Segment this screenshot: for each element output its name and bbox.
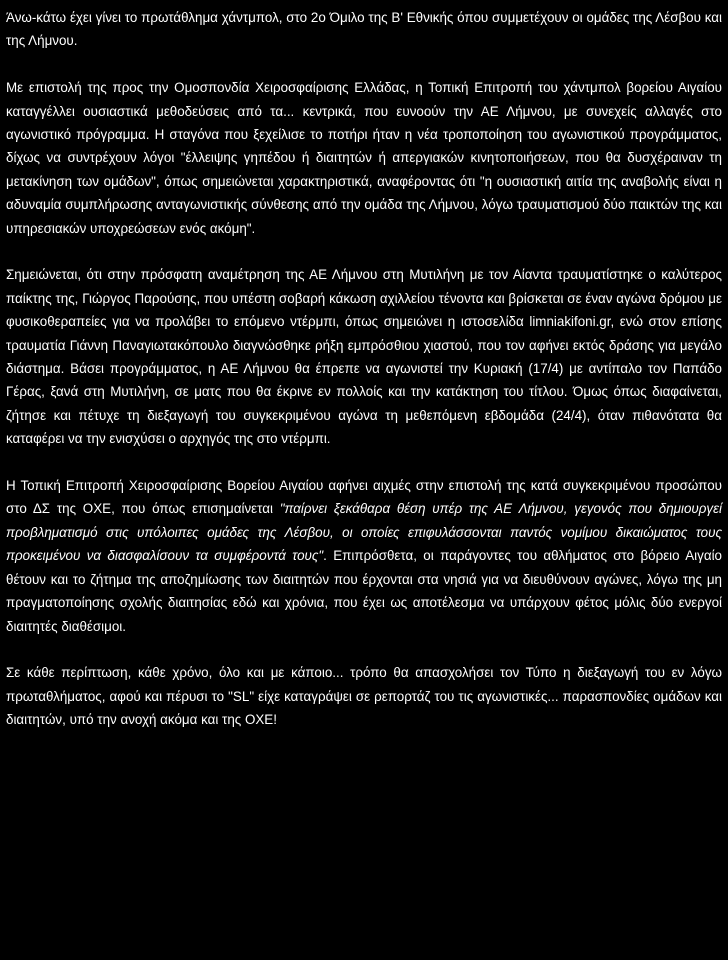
paragraph-text-before-quote: Η Τοπική Επιτροπή Χειροσφαίρισης Βορείου Αιγαίου αφήνει αιχμές στην επιστολή της κατά συγκεκριμένου προσώπου στο ΔΣ της ΟΧΕ, που όπως επισημαίνεται [6, 478, 722, 517]
article-paragraph-injuries: Σημειώνεται, ότι στην πρόσφατη αναμέτρηση της ΑΕ Λήμνου στη Μυτιλήνη με τον Αίαντα τραυματίστηκε ο καλύτερος παίκτης της, Γιώργος Παρούσης, που υπέστη σοβαρή κάκωση αχιλλείου τένοντα και βρίσκεται σε έναν αγώνα δρόμου με φυσικοθεραπείες για να προλάβει το επόμενο ντέρμπι, όπως σημειώνει η ιστοσελίδα limniakifoni.gr, ενώ στον επίσης τραυματία Γιάννη Παναγιωτακόπουλο διαγνώσθηκε ρήξη εμπρόσθιου χιαστού, που τον αφήνει εκτός δράσης για μεγάλο διάστημα. Βάσει προγράμματος, η ΑΕ Λήμνου θα έπρεπε να αγωνιστεί την Κυριακή (17/4) με αντίπαλο τον Παπάδο Γέρας, ξανά στη Μυτιλήνη, σε ματς που θα έκρινε εν πολλοίς και την κατάκτηση του τίτλου. Όμως όπως διαφαίνεται, ζήτησε και πέτυχε τη διεξαγωγή του συγκεκριμένου αγώνα τη μεθεπόμενη εβδομάδα (24/4), όταν πιθανότατα θα καταφέρει να την ενισχύσει ο αρχηγός της στο ντέρμπι. [6, 267, 722, 447]
quoted-statement: "παίρνει ξεκάθαρα θέση υπέρ της ΑΕ Λήμνου, γεγονός που δημιουργεί προβληματισμό στις υπόλοιπες ομάδες της Λέσβου, οι οποίες επιφυλάσσονται παντός νομίμου δικαιώματος τους προκειμένου να διασφαλίσουν τα συμφέροντά τους" [6, 501, 722, 564]
article-body [6, 6, 722, 732]
article-paragraph-intro: Άνω-κάτω έχει γίνει το πρωτάθλημα χάντμπολ, στο 2ο Όμιλο της Β' Εθνικής όπου συμμετέχουν οι ομάδες της Λέσβου και της Λήμνου. [6, 10, 722, 49]
article-paragraph-conclusion: Σε κάθε περίπτωση, κάθε χρόνο, όλο και με κάποιο... τρόπο θα απασχολήσει τον Τύπο η διεξαγωγή του εν λόγω πρωταθλήματος, αφού και πέρυσι το "SL" είχε καταγράψει σε ρεπορτάζ του τις αγωνιστικές... παρασπονδίες ομάδων και διαιτητών, υπό την ανοχή ακόμα και της ΟΧΕ! [6, 665, 722, 728]
article-paragraph-committee [6, 474, 722, 638]
article-paragraph-complaint: Με επιστολή της προς την Ομοσπονδία Χειροσφαίρισης Ελλάδας, η Τοπική Επιτροπή του χάντμπολ βορείου Αιγαίου καταγγέλλει ουσιαστικά μεθοδεύσεις από τα... κεντρικά, που ευνοούν την ΑΕ Λήμνου, με συνεχείς αλλαγές στο αγωνιστικό πρόγραμμα. Η σταγόνα που ξεχείλισε το ποτήρι ήταν η νέα τροποποίηση του αγωνιστικού προγράμματος, δίχως να συντρέχουν λόγοι "έλλειψης γηπέδου ή διαιτητών ή απεργιακών κινητοποιήσεων, που θα δυσχέραιναν τη μετακίνηση των ομάδων", όπως σημειώνεται χαρακτηριστικά, αναφέροντας ότι "η ουσιαστική αιτία της αναβολής είναι η αδυναμία συμπλήρωσης ανταγωνιστικής σύνθεσης από την ομάδα της Λήμνου, λόγω τραυματισμού δύο παικτών της και υπηρεσιακών υποχρεώσεων ενός ακόμη". [6, 80, 722, 236]
paragraph-text-after-quote: . Επιπρόσθετα, οι παράγοντες του αθλήματος στο βόρειο Αιγαίο θέτουν και το ζήτημα της αποζημίωσης των διαιτητών που έρχονται στα νησιά για να διευθύνουν αγώνες, λόγω της μη πραγματοποίησης σχολής διαιτησίας εδώ και χρόνια, που έχει ως αποτέλεσμα να υπάρχουν φέτος μόλις δύο ενεργοί διαιτητές διαθέσιμοι. [6, 548, 722, 634]
